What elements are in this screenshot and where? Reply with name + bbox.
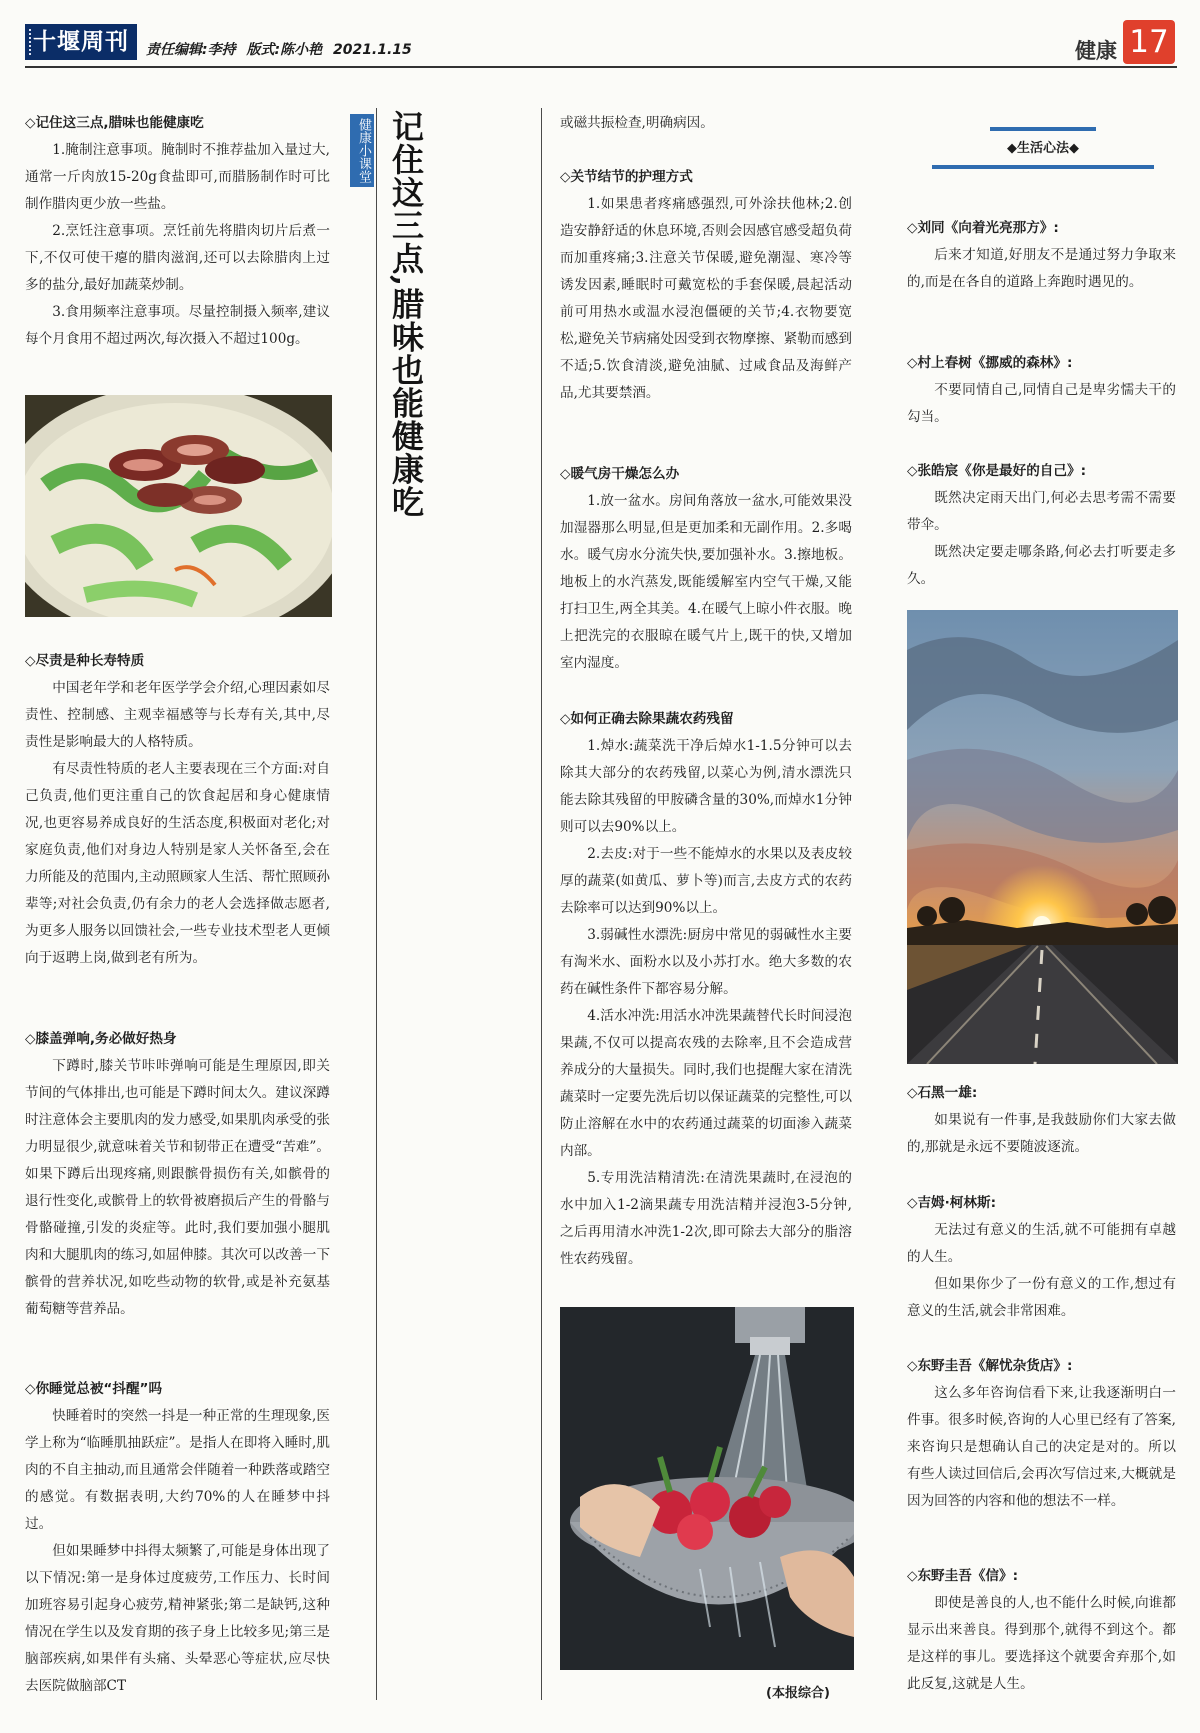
quote-block — [907, 1080, 1176, 1161]
article-paragraph: 但如果睡梦中抖得太频繁了,可能是身体出现了以下情况:第一是身体过度疲劳,工作压力、长时间加班容易引起身心疲劳,精神紧张;第二是缺钙,这种情况在学生以及发育期的孩子身上比较多见;第三是脑部疾病,如果伴有头痛、头晕恶心等症状,应尽快去医院做脑部CT — [25, 1543, 330, 1694]
article-pesticide — [560, 706, 852, 1273]
article-heading: ◇记住这三点,腊味也能健康吃 — [25, 115, 204, 131]
article-paragraph: 下蹲时,膝关节咔咔弹响可能是生理原因,即关节间的气体排出,也可能是下蹲时间太久。建议深蹲时注意体会主要肌肉的发力感受,如果肌肉承受的张力明显很少,就意味着关节和韧带正在遭受“苦难”。如果下蹲后出现疼痛,则跟髌骨损伤有关,如髌骨的退行性变化,或髌骨上的软骨被磨损后产生的骨骼与骨骼碰撞,引发的炎症等。此时,我们要加强小腿肌肉和大腿肌肉的练习,如屈伸膝。其次可以改善一下髌骨的营养状况,如吃些动物的软骨,或是补充氨基葡萄糖等营养品。 — [25, 1058, 330, 1317]
quote-text: 这么多年咨询信看下来,让我逐渐明白一件事。很多时候,咨询的人心里已经有了答案,来咨询只是想确认自己的决定是对的。所以有些人读过回信后,会再次写信过来,大概就是因为回答的内容和他的想法不一样。 — [907, 1385, 1176, 1509]
article-heading: ◇膝盖弹响,务必做好热身 — [25, 1031, 177, 1047]
column-badge: 健康小课堂 — [350, 114, 374, 187]
quote-source: ◇东野圭吾《解忧杂货店》: — [907, 1358, 1073, 1374]
article-continuation — [560, 110, 852, 137]
page-number: 17 — [1123, 20, 1175, 64]
washing-radishes-photo — [560, 1307, 854, 1670]
quote-source: ◇吉姆·柯林斯: — [907, 1195, 997, 1211]
article-heading: ◇关节结节的护理方式 — [560, 169, 693, 185]
article-paragraph: 2.去皮:对于一些不能焯水的水果以及表皮较厚的蔬菜(如黄瓜、萝卜等)而言,去皮方式的农药去除率可以达到90%以上。 — [560, 846, 852, 916]
quote-block — [907, 458, 1176, 593]
quote-text: 如果说有一件事,是我鼓励你们大家去做的,那就是永远不要随波逐流。 — [907, 1112, 1176, 1155]
issue-date: 2021.1.15 — [332, 42, 412, 58]
column-divider — [541, 108, 542, 1700]
life-wisdom-banner — [932, 127, 1154, 169]
article-paragraph: 1.放一盆水。房间角落放一盆水,可能效果没加湿器那么明显,但是更加柔和无副作用。2.多喝水。暖气房水分流失快,要加强补水。3.擦地板。地板上的水汽蒸发,既能缓解室内空气干燥,又能打扫卫生,两全其美。4.在暖气上晾小件衣服。晚上把洗完的衣服晾在暖气片上,既干的快,又增加室内湿度。 — [560, 493, 852, 671]
quote-source: ◇刘同《向着光亮那方》: — [907, 220, 1059, 236]
article-paragraph: 快睡着时的突然一抖是一种正常的生理现象,医学上称为“临睡肌抽跃症”。是指人在即将入睡时,肌肉的不自主抽动,而且通常会伴随着一种跌落或踏空的感觉。有数据表明,大约70%的人在睡梦中抖过。 — [25, 1408, 330, 1532]
column-divider — [376, 108, 377, 1700]
article-paragraph: 5.专用洗洁精清洗:在清洗果蔬时,在浸泡的水中加入1-2滴果蔬专用洗洁精并浸泡3-5分钟,之后再用清水冲洗1-2次,即可除去大部分的脂溶性农药残留。 — [560, 1170, 852, 1267]
quote-block — [907, 1563, 1176, 1698]
article-dry-room — [560, 461, 852, 677]
article-heading: ◇暖气房干燥怎么办 — [560, 466, 680, 482]
quote-block — [907, 215, 1176, 296]
editor-credit: 责任编辑:李持 — [146, 42, 236, 58]
article-paragraph: 4.活水冲洗:用活水冲洗果蔬替代长时间浸泡果蔬,不仅可以提高农残的去除率,且不会造成营养成分的大量损失。同时,我们也提醒大家在清洗蔬菜时一定要先洗后切以保证蔬菜的完整性,可以防止溶解在水中的农药通过蔬菜的切面渗入蔬菜内部。 — [560, 1008, 852, 1159]
quote-text: 即使是善良的人,也不能什么时候,向谁都显示出来善良。得到那个,就得不到这个。都是这样的事儿。要选择这个就要舍弃那个,如此反复,这就是人生。 — [907, 1595, 1176, 1692]
feature-title: 记住这三点,腊味也能健康吃 — [387, 110, 425, 519]
article-paragraph: 3.弱碱性水漂洗:厨房中常见的弱碱性水主要有淘米水、面粉水以及小苏打水。绝大多数的农药在碱性条件下都容易分解。 — [560, 927, 852, 997]
quote-text: 既然决定要走哪条路,何必去打听要走多久。 — [907, 544, 1176, 587]
banner-title: ◆生活心法◆ — [1007, 141, 1079, 156]
editor-line — [146, 39, 418, 59]
quote-text: 无法过有意义的生活,就不可能拥有卓越的人生。 — [907, 1222, 1176, 1265]
quote-text: 后来才知道,好朋友不是通过努力争取来的,而是在各自的道路上奔跑时遇见的。 — [907, 247, 1176, 290]
article-heading: ◇你睡觉总被“抖醒”吗 — [25, 1381, 163, 1397]
article-paragraph: 1.腌制注意事项。腌制时不推荐盐加入量过大,通常一斤肉放15-20g食盐即可,而腊肠制作时可比制作腊肉更少放一些盐。 — [25, 142, 330, 212]
article-paragraph: 中国老年学和老年医学学会介绍,心理因素如尽责性、控制感、主观幸福感等与长寿有关,其中,尽责性是影响最大的人格特质。 — [25, 680, 330, 750]
quote-text: 但如果你少了一份有意义的工作,想过有意义的生活,就会非常困难。 — [907, 1276, 1176, 1319]
article-sleep-jerk — [25, 1376, 330, 1700]
article-heading: ◇如何正确去除果蔬农药残留 — [560, 711, 734, 727]
section-name: 健康 — [1075, 39, 1117, 63]
quote-source: ◇石黑一雄: — [907, 1085, 978, 1101]
article-knee — [25, 1026, 330, 1323]
article-heading: ◇尽责是种长寿特质 — [25, 653, 145, 669]
header-rule — [25, 66, 1177, 68]
article-paragraph: 或磁共振检查,明确病因。 — [560, 115, 714, 131]
article-paragraph: 有尽责性特质的老人主要表现在三个方面:对自己负责,他们更注重自己的饮食起居和身心健康情况,也更容易养成良好的生活态度,积极面对老化;对家庭负责,他们对身边人特别是家人关怀备至,会在力所能及的范围内,主动照顾家人生活、帮忙照顾孙辈等;对社会负责,仍有余力的老人会选择做志愿者,为更多人服务以回馈社会,一些专业技术型老人更倾向于返聘上岗,做到老有所为。 — [25, 761, 330, 966]
quote-text: 不要同情自己,同情自己是卑劣懦夫干的勾当。 — [907, 382, 1176, 425]
quote-source: ◇东野圭吾《信》: — [907, 1568, 1019, 1584]
sunset-road-photo — [907, 610, 1178, 1064]
quote-block — [907, 1190, 1176, 1325]
article-cured-meat — [25, 110, 330, 353]
article-joint-nodes — [560, 164, 852, 407]
cured-meat-dish-photo — [25, 395, 332, 617]
banner-bar — [990, 127, 1096, 131]
quote-text: 既然决定雨天出门,何必去思考需不需要带伞。 — [907, 490, 1176, 533]
article-paragraph: 3.食用频率注意事项。尽量控制摄入频率,建议每个月食用不超过两次,每次摄入不超过100g。 — [25, 304, 330, 347]
quote-block — [907, 1353, 1176, 1515]
article-conscientiousness — [25, 648, 330, 972]
quote-source: ◇村上春树《挪威的森林》: — [907, 355, 1073, 371]
layout-credit: 版式:陈小艳 — [246, 42, 323, 58]
masthead-logo: 十堰周刊 — [25, 24, 137, 60]
article-paragraph: 1.焯水:蔬菜洗干净后焯水1-1.5分钟可以去除其大部分的农药残留,以菜心为例,清水漂洗只能去除其残留的甲胺磷含量的30%,而焯水1分钟则可以去90%以上。 — [560, 738, 852, 835]
banner-bar — [932, 165, 1154, 169]
source-credit: (本报综合) — [766, 1686, 830, 1701]
article-paragraph: 1.如果患者疼痛感强烈,可外涂扶他林;2.创造安静舒适的休息环境,否则会因感官感受超负荷而加重疼痛;3.注意关节保暖,避免潮湿、寒冷等诱发因素,睡眠时可戴宽松的手套保暖,晨起活动前可用热水或温水浸泡僵硬的关节;4.衣物要宽松,避免关节病痛处因受到衣物摩擦、紧勒而感到不适;5.饮食清淡,避免油腻、过咸食品及海鲜产品,尤其要禁酒。 — [560, 196, 852, 401]
quote-block — [907, 350, 1176, 431]
article-paragraph: 2.烹饪注意事项。烹饪前先将腊肉切片后煮一下,不仅可使干瘪的腊肉滋润,还可以去除腊肉上过多的盐分,最好加蔬菜炒制。 — [25, 223, 330, 293]
quote-source: ◇张皓宸《你是最好的自己》: — [907, 463, 1087, 479]
